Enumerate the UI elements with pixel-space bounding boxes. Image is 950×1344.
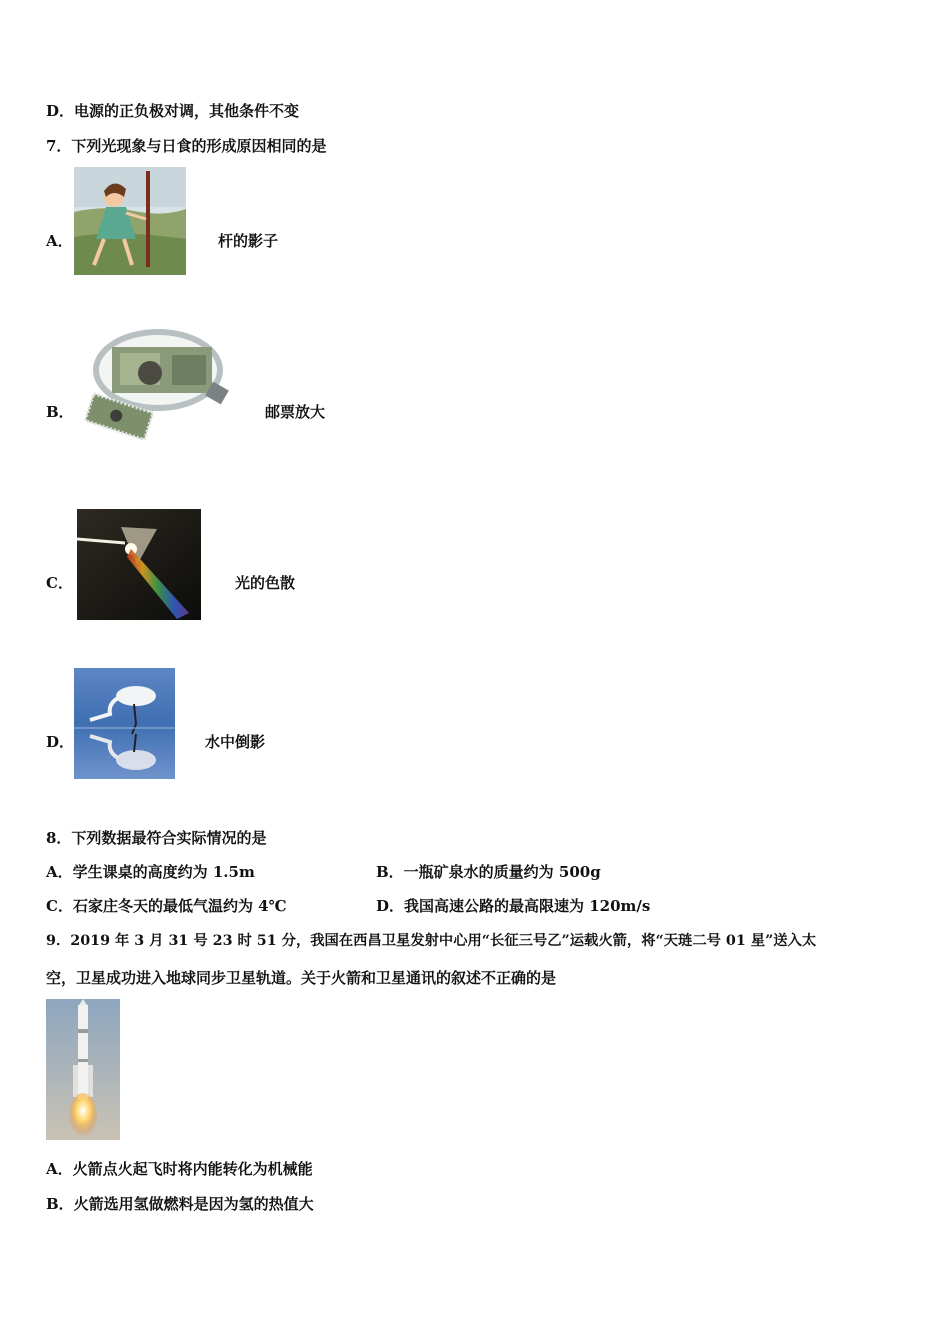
girl-pole-shadow-photo xyxy=(74,167,186,275)
q9-stem-line2: 空，卫星成功进入地球同步卫星轨道。关于火箭和卫星通讯的叙述不正确的是 xyxy=(46,969,557,987)
q9-option-a: A．火箭点火起飞时将内能转化为机械能 xyxy=(46,1160,313,1178)
q8-option-a: A．学生课桌的高度约为 1.5m xyxy=(46,863,255,881)
q8-option-c: C．石家庄冬天的最低气温约为 4℃ xyxy=(46,897,287,915)
q9-option-b: B．火箭选用氢做燃料是因为氢的热值大 xyxy=(46,1195,314,1213)
q7-option-d-letter: D． xyxy=(46,733,75,751)
q6-option-d: D．电源的正负极对调，其他条件不变 xyxy=(46,102,300,120)
q7-option-b-caption: 邮票放大 xyxy=(265,403,326,421)
heron-reflection-photo xyxy=(74,668,175,779)
rocket-launch-photo xyxy=(46,999,120,1140)
q7-option-c-letter: C． xyxy=(46,574,73,592)
q7-option-c-caption: 光的色散 xyxy=(235,574,296,592)
prism-dispersion-photo xyxy=(77,509,201,620)
q7-option-d-caption: 水中倒影 xyxy=(205,733,266,751)
q7-stem: 7．下列光现象与日食的形成原因相同的是 xyxy=(46,137,327,155)
q8-option-d: D．我国高速公路的最高限速为 120m/s xyxy=(376,897,651,915)
magnifier-stamp-photo xyxy=(80,325,230,440)
q7-option-a-letter: A． xyxy=(46,232,73,250)
q7-option-b-letter: B． xyxy=(46,403,74,421)
q9-stem-line1: 9．2019 年 3 月 31 号 23 时 51 分，我国在西昌卫星发射中心用“长征三号乙”运载火箭，将“天琏二号 01 星”送入太 xyxy=(46,933,817,949)
q8-option-b: B．一瓶矿泉水的质量约为 500g xyxy=(376,863,601,881)
q7-option-a-caption: 杆的影子 xyxy=(218,232,279,250)
q8-stem: 8．下列数据最符合实际情况的是 xyxy=(46,829,267,847)
